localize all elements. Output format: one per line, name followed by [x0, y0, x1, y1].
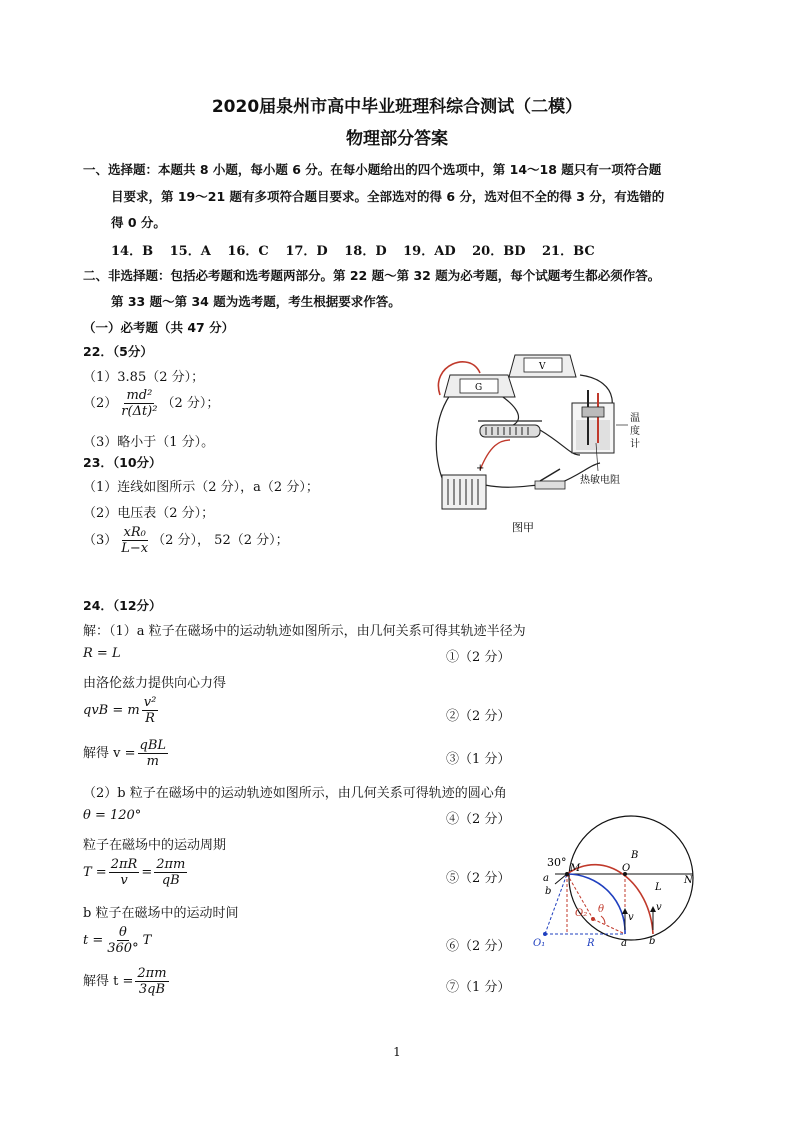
- label-a-bottom: a: [621, 938, 627, 949]
- wire: [436, 395, 450, 485]
- eq5-fraction-1: [109, 857, 140, 888]
- q24-eq5: [83, 857, 189, 888]
- q23-heading: 23．（10分）: [83, 455, 162, 470]
- mc-answer: 21．BC: [542, 244, 595, 259]
- numerator: θ: [119, 925, 127, 940]
- q24-mark5: ⑤（2 分）: [446, 871, 511, 886]
- eq6-suffix: T: [142, 933, 152, 948]
- section1-line3: 得 0 分。: [111, 215, 166, 230]
- section2-line2: 第 33 题～第 34 题为选考题，考生根据要求作答。: [111, 294, 401, 309]
- voltmeter: [509, 355, 576, 377]
- switch: [535, 469, 565, 489]
- page-subtitle: 物理部分答案: [346, 129, 448, 149]
- q24-mark4: ④（2 分）: [446, 812, 511, 827]
- label-theta: θ: [598, 904, 605, 915]
- required-heading: （一）必考题（共 47 分）: [83, 320, 235, 335]
- eq3-prefix: 解得 v =: [83, 746, 136, 761]
- label-a-left: a: [543, 873, 549, 884]
- q24-mark3: ③（1 分）: [446, 752, 511, 767]
- q24-intro: 解：（1）a 粒子在磁场中的运动轨迹如图所示，由几何关系可得其轨迹半径为: [83, 624, 526, 639]
- label-o: O: [622, 863, 631, 874]
- label-n: N: [684, 875, 693, 886]
- mc-answer: 18．D: [344, 244, 387, 259]
- label-b-left: b: [545, 886, 552, 897]
- q23-fraction: [119, 525, 150, 556]
- label-b-field: B: [631, 850, 639, 861]
- label-o2: O₂: [575, 908, 588, 919]
- q24-text5: 粒子在磁场中的运动周期: [83, 838, 227, 853]
- rheostat: [478, 421, 542, 437]
- numerator: xR₀: [123, 525, 146, 540]
- eq2-prefix: qvB = m: [83, 703, 140, 718]
- q24-text6: b 粒子在磁场中的运动时间: [83, 906, 239, 921]
- label-thermometer-1: 温: [630, 413, 640, 424]
- magnetic-field-diagram: [525, 812, 715, 952]
- numerator: 2πm: [156, 857, 186, 872]
- meter-v-label: V: [539, 362, 546, 372]
- q24-mark2: ②（2 分）: [446, 709, 511, 724]
- q23-a3-suffix: （2 分）， 52（2 分）；: [152, 533, 289, 548]
- q22-answer-2: [83, 388, 219, 419]
- section2-line1: 二、非选择题：包括必考题和选考题两部分。第 22 题～第 32 题为必考题，每个试题考生都必须作答。: [83, 268, 661, 283]
- mc-answer: 15．A: [169, 244, 211, 259]
- numerator: 2πm: [137, 966, 167, 981]
- denominator: R: [145, 711, 155, 726]
- figure1-caption: 图甲: [512, 521, 534, 534]
- incident-line: [555, 874, 567, 884]
- q24-eq7: [83, 966, 171, 997]
- angle-arc: [601, 916, 605, 924]
- q24-heading: 24．（12分）: [83, 598, 162, 613]
- dashed-line: [593, 919, 625, 934]
- eq7-prefix: 解得 t =: [83, 974, 134, 989]
- page-number: 1: [393, 1045, 401, 1059]
- numerator: 2πR: [110, 857, 138, 872]
- numerator: qBL: [139, 738, 167, 753]
- denominator: m: [146, 754, 159, 769]
- eq2-fraction: [142, 695, 159, 726]
- eq4-text: θ = 120°: [83, 808, 142, 823]
- label-l: L: [655, 882, 662, 893]
- eq5-fraction-2: [154, 857, 187, 888]
- denominator: v: [120, 873, 128, 888]
- q22-fraction: [119, 388, 159, 419]
- eq6-prefix: t =: [83, 933, 104, 948]
- denominator: qB: [161, 873, 180, 888]
- q24-eq3: [83, 738, 170, 769]
- q23-answer-3: [83, 525, 289, 556]
- q22-a2-prefix: （2）: [83, 396, 118, 411]
- q24-eq1: [83, 646, 121, 661]
- denominator: 3qB: [138, 982, 166, 997]
- denominator: L−x: [121, 541, 149, 556]
- q22-a2-suffix: （2 分）；: [161, 396, 220, 411]
- mc-answer: 17．D: [285, 244, 328, 259]
- q24-mark6: ⑥（2 分）: [446, 939, 511, 954]
- point-o1: [543, 932, 547, 936]
- denominator: 360°: [107, 941, 139, 956]
- trajectory-a: [567, 874, 625, 934]
- numerator: md²: [126, 388, 153, 403]
- numerator: v²: [143, 695, 157, 710]
- wire: [495, 395, 519, 427]
- q24-eq2: [83, 695, 160, 726]
- eq1-text: R = L: [83, 646, 121, 661]
- eq5-equals: =: [141, 865, 153, 880]
- battery-plus: +: [476, 463, 485, 474]
- label-o1: O₁: [533, 938, 546, 949]
- q24-text2: 由洛伦兹力提供向心力得: [83, 676, 227, 691]
- label-thermometer-3: 计: [630, 439, 640, 450]
- page-title: 2020届泉州市高中毕业班理科综合测试（二模）: [211, 97, 583, 117]
- wire: [485, 485, 540, 487]
- mc-answer: 20．BD: [472, 244, 526, 259]
- q23-a3-prefix: （3）: [83, 533, 118, 548]
- meter-g-label: G: [475, 383, 483, 393]
- mc-answer: 16．C: [227, 244, 269, 259]
- label-b-bottom: b: [649, 936, 656, 947]
- eq3-fraction: [138, 738, 169, 769]
- q24-mark7: ⑦（1 分）: [446, 980, 511, 995]
- battery: [442, 463, 486, 509]
- mc-answer: 19．AD: [403, 244, 456, 259]
- mc-answer: 14．B: [111, 244, 154, 259]
- q24-text4: （2）b 粒子在磁场中的运动轨迹如图所示，由几何关系可得轨迹的圆心角: [83, 786, 507, 801]
- section1-line1: 一、选择题：本题共 8 小题，每小题 6 分。在每小题给出的四个选项中，第 14～18 题只有一项符合题: [83, 162, 662, 177]
- label-r: R: [587, 938, 595, 949]
- beaker: [572, 390, 614, 453]
- section1-line2: 目要求，第 19～21 题有多项符合题目要求。全部选对的得 6 分，选对但不全的得 3 分，有选错的: [111, 189, 665, 204]
- denominator: r(Δt)²: [121, 404, 158, 419]
- eq7-fraction: [135, 966, 168, 997]
- label-30deg: 30°: [547, 856, 567, 869]
- label-m: M: [570, 863, 581, 874]
- galvanometer: [444, 375, 515, 397]
- mc-answer-list: [111, 240, 595, 259]
- point-m: [565, 872, 569, 876]
- q22-answer-1: （1）3.85（2 分）；: [83, 370, 205, 385]
- q24-mark1: ①（2 分）: [446, 650, 511, 665]
- eq6-fraction: [105, 925, 140, 956]
- eq5-prefix: T =: [83, 865, 107, 880]
- q24-eq6: [83, 925, 151, 956]
- label-v-b: v: [656, 902, 662, 913]
- label-thermometer-2: 度: [630, 426, 640, 437]
- wire-red: [480, 440, 510, 470]
- circuit-diagram: [420, 335, 660, 545]
- label-v-a: v: [628, 912, 634, 923]
- q24-eq4: [83, 808, 141, 823]
- q23-answer-1: （1）连线如图所示（2 分），a（2 分）；: [83, 480, 319, 495]
- q22-heading: 22．（5分）: [83, 344, 153, 359]
- q23-answer-2: （2）电压表（2 分）；: [83, 506, 215, 521]
- label-thermistor: 热敏电阻: [580, 475, 620, 486]
- point-o2: [591, 917, 595, 921]
- q22-answer-3: （3）略小于（1 分）。: [83, 435, 215, 450]
